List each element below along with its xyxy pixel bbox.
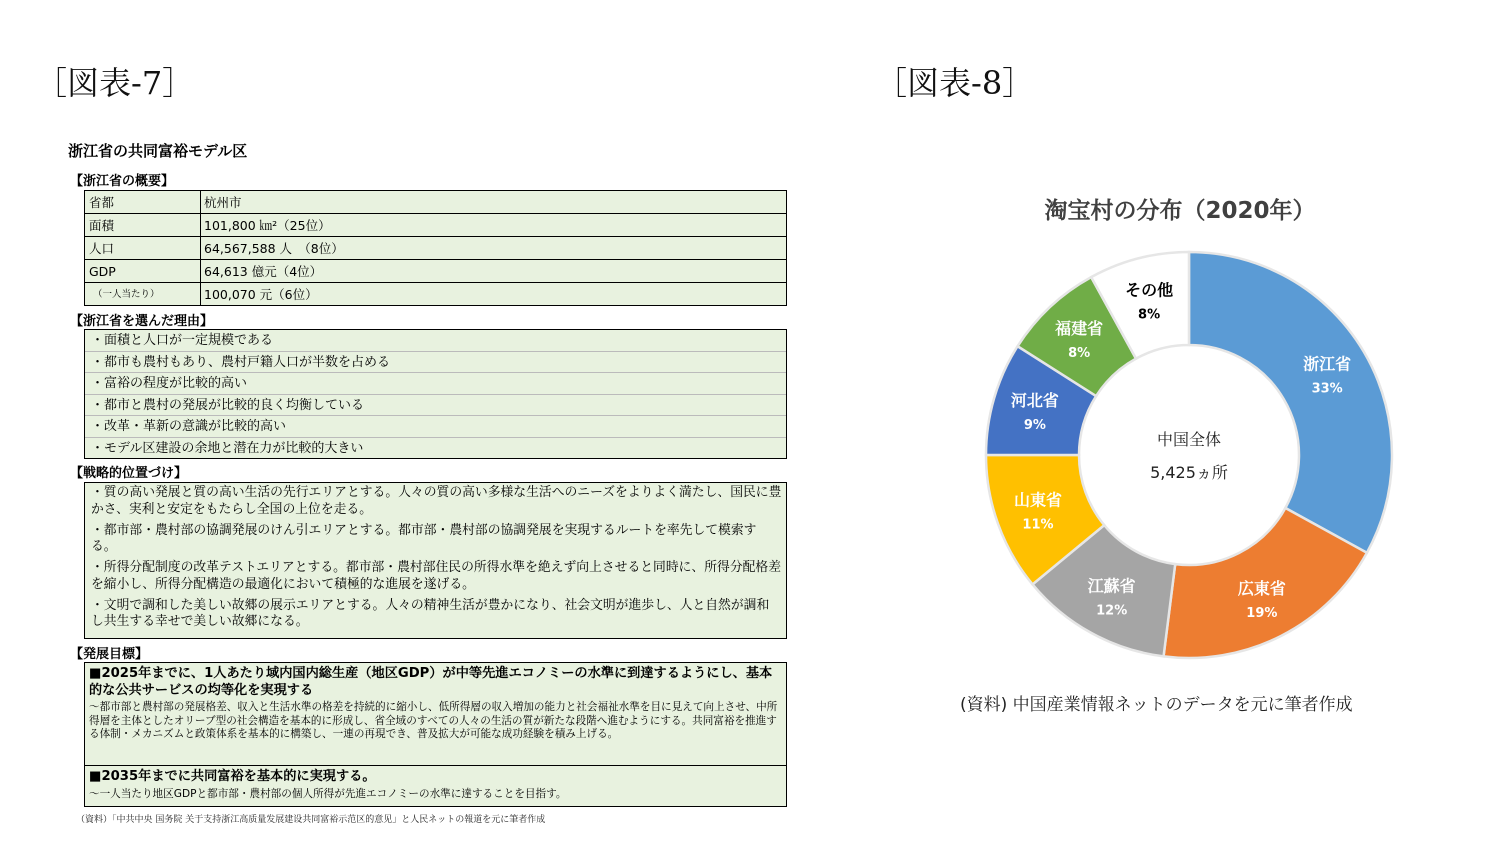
overview-value: 杭州市 bbox=[204, 195, 242, 210]
strategy-list bbox=[84, 482, 787, 639]
overview-label: （一人当たり） bbox=[85, 283, 201, 306]
goals-table bbox=[84, 662, 787, 807]
goal-2025-body: ～都市部と農村部の発展格差、収入と生活水準の格差を持続的に縮小し、低所得層の収入増加の能力と社会福祉水準を目に見えて向上させ、中所得層を主体としたオリーブ型の社会構造を基本的に形成し、省全域のすべての人々の生活の質が新たな段階へ進むようにする。共同富裕を推進する体制・メカニズムと政策体系を基本的に構築し、一連の再現でき、普及拡大が可能な成功経験を積み上げる。 bbox=[89, 701, 778, 741]
reasons-heading: 【浙江省を選んだ理由】 bbox=[70, 314, 214, 329]
chart-center-label: 中国全体 bbox=[1156, 430, 1222, 449]
donut-chart bbox=[930, 180, 1450, 680]
overview-row bbox=[85, 260, 786, 283]
figure-7-title: 浙江省の共同富裕モデル区 bbox=[68, 142, 248, 160]
reason-item: ・面積と人口が一定規模である bbox=[85, 330, 786, 352]
slice-label: 江蘇省 bbox=[1087, 576, 1136, 596]
overview-value: 64,613 億元（4位） bbox=[204, 264, 323, 279]
slice-label: 広東省 bbox=[1237, 579, 1286, 599]
goal-2035-title: ■2035年までに共同富裕を基本的に実現する。 bbox=[89, 769, 376, 784]
slice-percent: 33% bbox=[1311, 381, 1343, 397]
reason-item: ・富裕の程度が比較的高い bbox=[85, 373, 786, 395]
overview-table bbox=[84, 190, 787, 306]
reason-item: ・モデル区建設の余地と潜在力が比較的大きい bbox=[91, 440, 364, 456]
chart-center-value: 5,425ヵ所 bbox=[1150, 463, 1228, 482]
slice-percent: 11% bbox=[1022, 517, 1054, 533]
goal-2035 bbox=[85, 766, 786, 806]
overview-label: 省都 bbox=[85, 191, 201, 213]
figure-8-heading: ［図表-8］ bbox=[875, 64, 1035, 102]
reasons-list bbox=[84, 329, 787, 459]
slice-percent: 19% bbox=[1246, 606, 1278, 622]
slice-label: 河北省 bbox=[1010, 391, 1059, 411]
chart-title: 淘宝村の分布（2020年） bbox=[1044, 198, 1316, 224]
goal-2025 bbox=[85, 663, 786, 766]
strategy-item: ・所得分配制度の改革テストエリアとする。都市部・農村部住民の所得水準を絶えず向上させると同時に、所得分配格差を縮小し、所得分配構造の最適化において積極的な進展を遂げる。 bbox=[91, 560, 782, 592]
overview-row bbox=[85, 214, 786, 237]
slice-percent: 9% bbox=[1023, 418, 1046, 434]
goal-2035-body: ～一人当たり地区GDPと都市部・農村部の個人所得が先進エコノミーの水準に達することを目指す。 bbox=[89, 787, 567, 800]
overview-heading: 【浙江省の概要】 bbox=[70, 174, 175, 189]
overview-row bbox=[85, 283, 786, 306]
overview-label: GDP bbox=[85, 260, 201, 282]
slice-percent: 8% bbox=[1138, 307, 1161, 323]
figure-7-source: （資料）「中共中央 国务院 关于支持浙江高质量发展建设共同富裕示范区的意见」と人民ネットの報道を元に筆者作成 bbox=[76, 815, 546, 825]
strategy-item: ・質の高い発展と質の高い生活の先行エリアとする。人々の質の高い多様な生活へのニーズをよりよく満たし、国民に豊かさ、実利と安定をもたらし全国の上位を走る。 bbox=[91, 485, 782, 517]
slice-label: その他 bbox=[1125, 280, 1174, 300]
overview-row bbox=[85, 237, 786, 260]
overview-label: 人口 bbox=[85, 237, 201, 259]
goals-heading: 【発展目標】 bbox=[70, 647, 149, 662]
overview-label: 面積 bbox=[85, 214, 201, 236]
slice-percent: 8% bbox=[1068, 346, 1091, 362]
overview-value: 100,070 元（6位） bbox=[204, 287, 318, 302]
strategy-item: ・都市部・農村部の協調発展のけん引エリアとする。都市部・農村部の協調発展を実現するルートを率先して模索する。 bbox=[91, 522, 757, 554]
slice-label: 福建省 bbox=[1055, 319, 1104, 339]
strategy-item: ・文明で調和した美しい故郷の展示エリアとする。人々の精神生活が豊かになり、社会文明が進歩し、人と自然が調和し共生する幸せで美しい故郷になる。 bbox=[91, 597, 770, 629]
strategy-heading: 【戦略的位置づけ】 bbox=[70, 466, 188, 481]
slice-percent: 12% bbox=[1096, 603, 1128, 619]
reason-item: ・改革・革新の意識が比較的高い bbox=[85, 416, 786, 438]
reason-item: ・都市も農村もあり、農村戸籍人口が半数を占める bbox=[85, 352, 786, 374]
slice-0 bbox=[1189, 252, 1392, 553]
figure-7-heading: ［図表-7］ bbox=[35, 64, 195, 102]
reason-item: ・都市と農村の発展が比較的良く均衡している bbox=[85, 395, 786, 417]
goal-2025-title: ■2025年までに、1人あたり域内国内総生産（地区GDP）が中等先進エコノミーの水準に到達するようにし、基本的な公共サービスの均等化を実現する bbox=[89, 666, 773, 698]
overview-row bbox=[85, 191, 786, 214]
slice-label: 山東省 bbox=[1013, 490, 1062, 510]
overview-value: 101,800 ㎞²（25位） bbox=[204, 218, 331, 233]
slice-label: 浙江省 bbox=[1303, 354, 1352, 374]
overview-value: 64,567,588 人 （8位） bbox=[204, 241, 344, 256]
figure-8-source: (資料) 中国産業情報ネットのデータを元に筆者作成 bbox=[960, 695, 1353, 715]
